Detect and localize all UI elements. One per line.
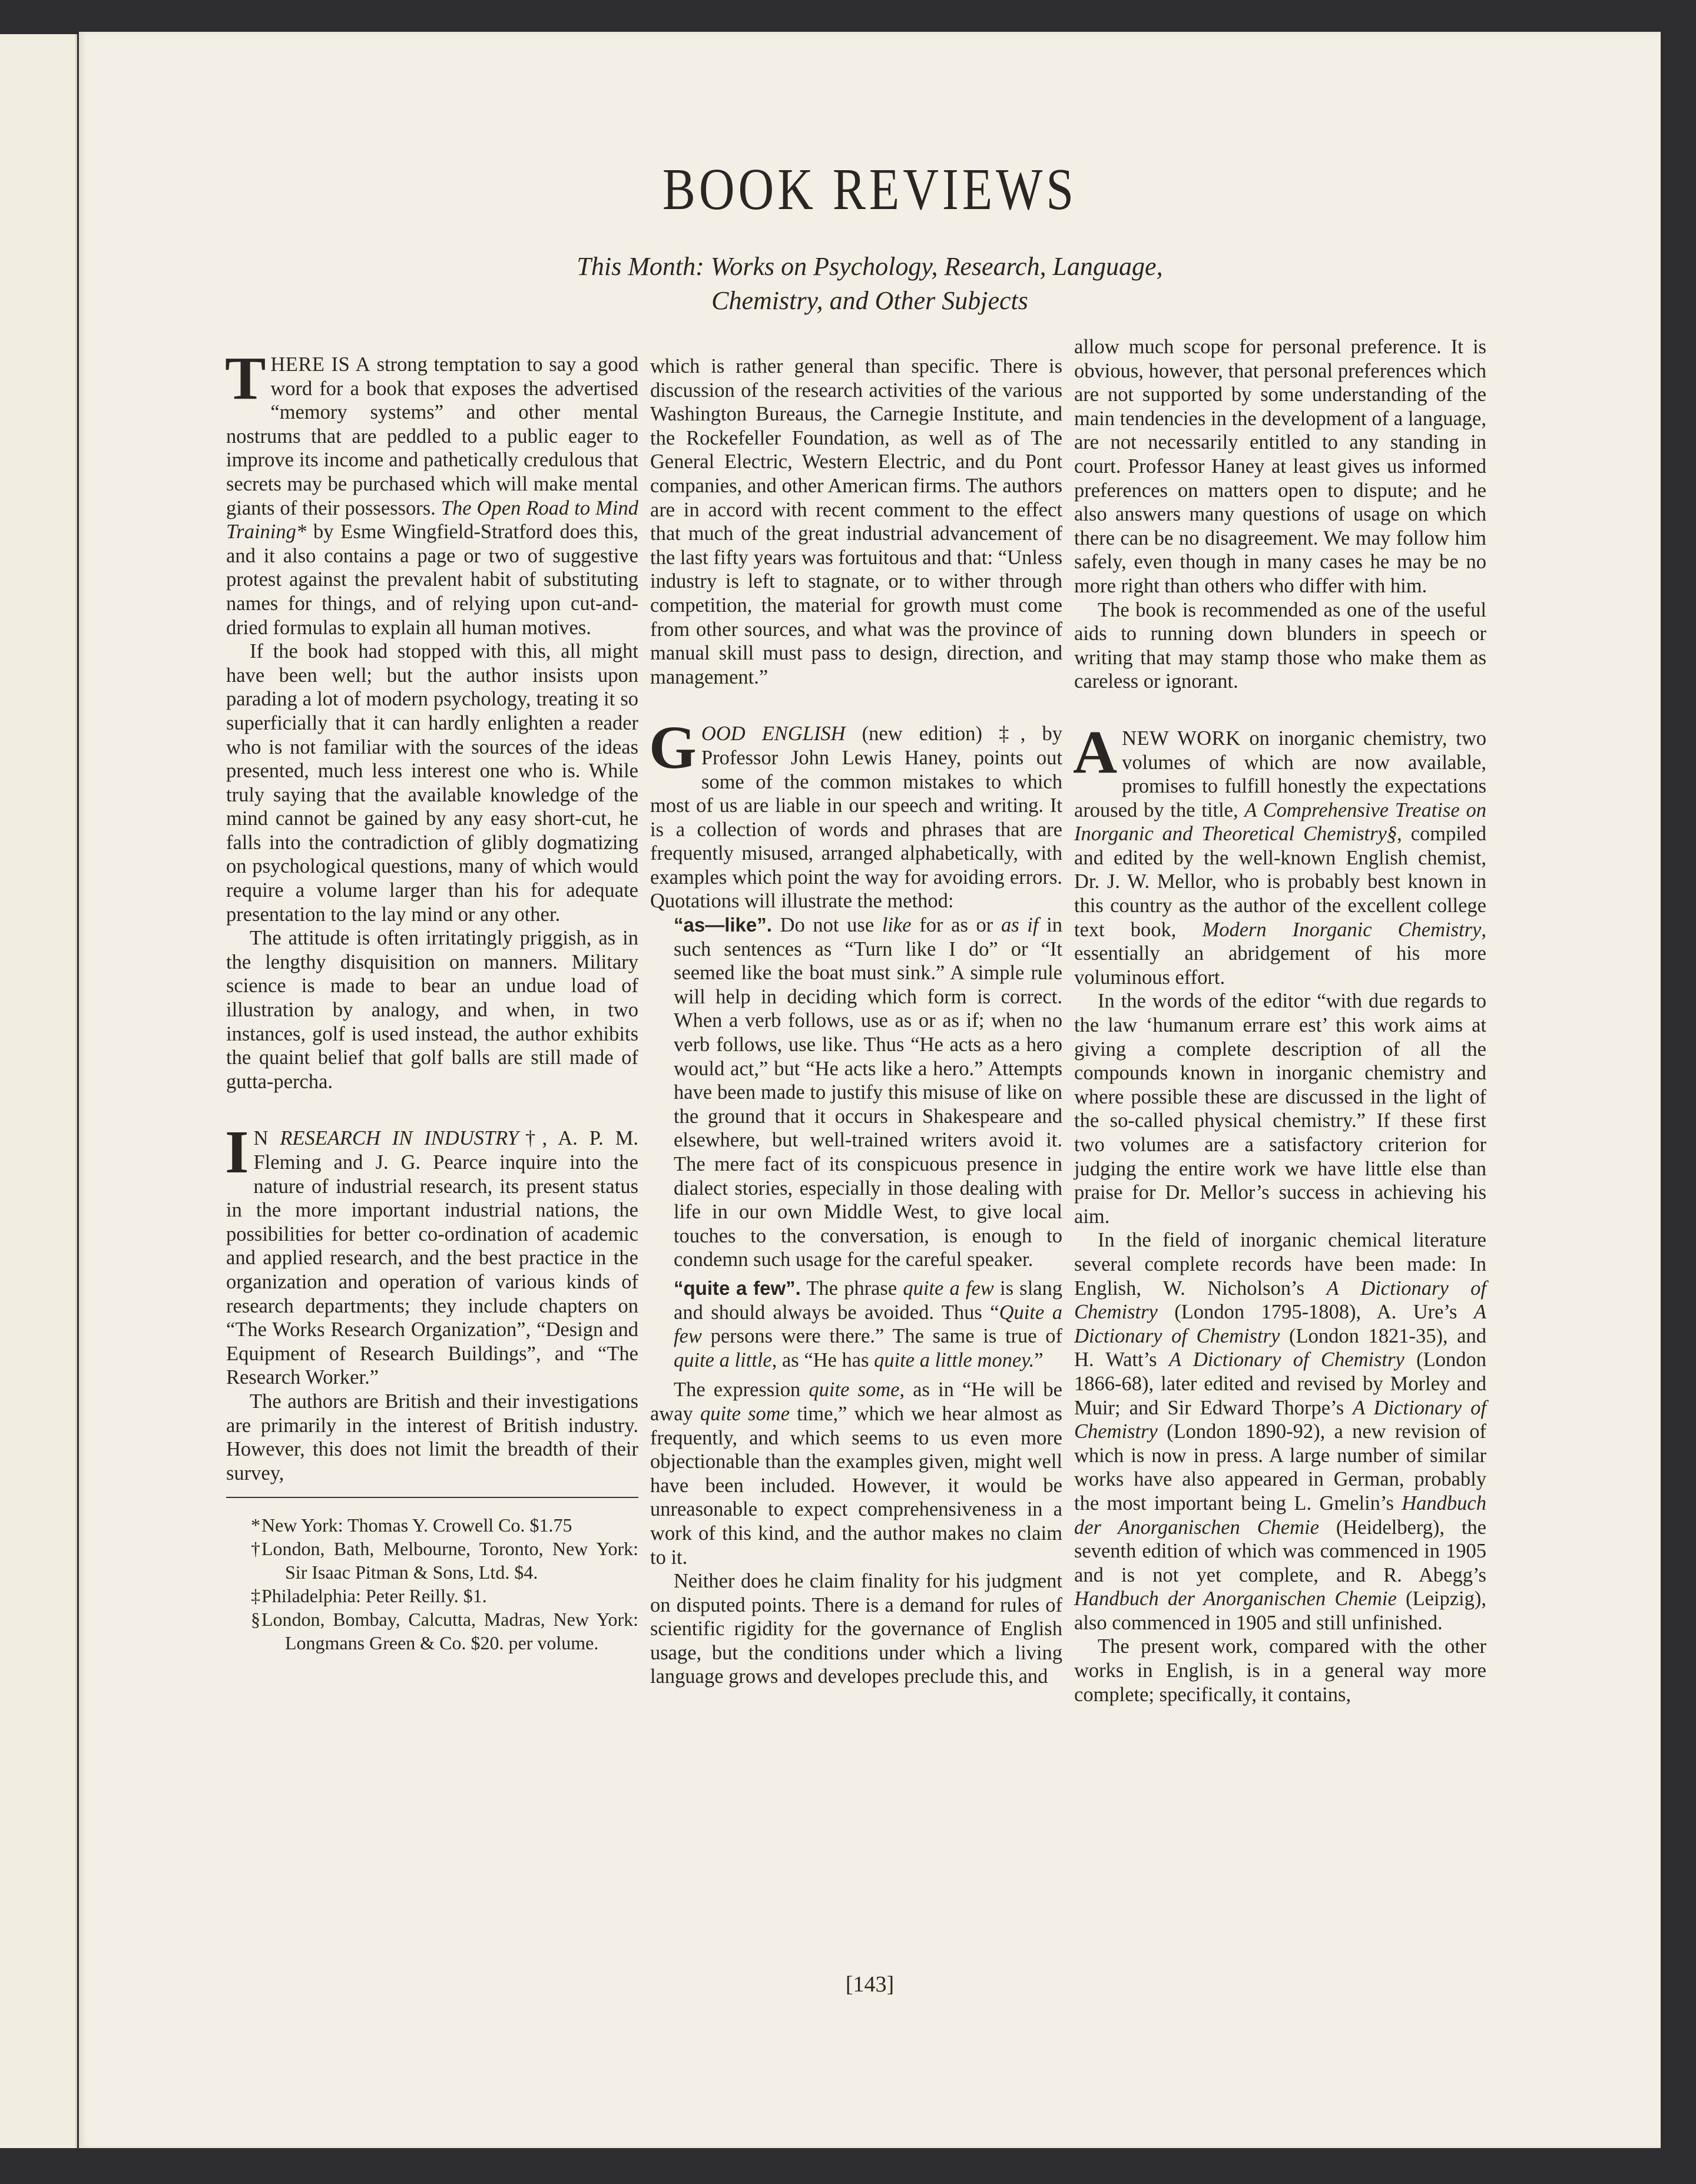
magazine-page [79, 32, 1661, 2148]
review-inorganic-chemistry [1073, 718, 1487, 1706]
usage-example: “as—like”. Do not use like for as or as if in such sentences as “Turn like I do” or “It seemed like the boat must sink.” A simple rule will help in deciding which form is correct. When a verb follows, use as or as if; when no verb follows, use like. Thus “He acts as a hero would act,” but “He acts like a hero.” Attempts have been made to justify this misuse of like on the ground that it occurs in Shakespeare and elsewhere, but well-trained writers avoid it. The mere fact of its conspicuous presence in dialect stories, especially in those dealing with life in our own Middle West, to give local touches to the conversation, is enough to condemn such usage for the careful speaker. [674, 914, 1062, 1271]
footnotes [226, 1513, 638, 1655]
review-paragraph: The present work, compared with the other works in English, is in a general way more complete; specifically, it contains, [1074, 1635, 1486, 1706]
column-right [1074, 335, 1486, 1706]
review-paragraph: ANEW WORK on inorganic chemistry, two volumes of which are now available, promises to fulfill honestly the expectations aroused by the title, A Comprehensive Treatise on Inorganic and Theoretical Chemistry§, compiled and edited by the well-known English chemist, Dr. J. W. Mellor, who is probably best known in this country as the author of the excellent college text book, Modern Inorganic Chemistry, essentially an abridgement of his more voluminous effort. [1073, 718, 1487, 989]
facing-page-edge [0, 34, 77, 2148]
drop-cap: A [1073, 718, 1118, 786]
drop-cap: G [649, 714, 697, 782]
review-open-road [225, 344, 638, 1093]
book-title: The Open Road to Mind Training* [226, 496, 638, 543]
book-title: OOD ENGLISH [701, 723, 846, 745]
footnote: ‡ Philadelphia: Peter Reilly. $1. [251, 1585, 487, 1607]
page-title: BOOK REVIEWS [662, 157, 1078, 223]
page-subtitle [79, 250, 1661, 318]
book-title: A Comprehensive Treatise on Inorganic and Theoretical Chemistry§ [1074, 798, 1487, 846]
book-title: Modern Inorganic Chemistry [1202, 918, 1482, 941]
review-paragraph: The book is recommended as one of the useful aids to running down blunders in speech or writing that may stamp those who make them as careless or ignorant. [1074, 598, 1486, 693]
subtitle-line-1: This Month: Works on Psychology, Research, Language, [577, 252, 1163, 281]
review-paragraph: In the words of the editor “with due regards to the law ‘humanum errare est’ this work aims at giving a complete description of all the compounds known in inorganic chemistry and where possible these are discussed in the light of the so-called physical chemistry.” If these first two volumes are a satisfactory criterion for judging the entire work we have little else than praise for Dr. Mellor’s success in achieving his aim. [1074, 990, 1486, 1228]
column-left [225, 344, 639, 1655]
footnote: † London, Bath, Melbourne, Toronto, New York: Sir Isaac Pitman & Sons, Ltd. $4. [251, 1538, 638, 1583]
review-paragraph: allow much scope for personal preference. It is obvious, however, that personal preferences which are not supported by some understanding of the main tendencies in the development of a language, are not necessarily entitled to any standing in court. Professor Haney at least gives us informed preferences on matters open to dispute; and he also answers many questions of usage on which there can be no disagreement. We may follow him safely, even though in many cases he may be no more right than others who differ with him. [1074, 336, 1486, 597]
review-good-english [649, 714, 1062, 1689]
lead-in: HERE IS A [270, 353, 370, 376]
footnote-divider [226, 1497, 638, 1498]
review-paragraph: Neither does he claim finality for his judgment on disputed points. There is a demand for rules of scientific rigidity for the governance of English usage, but the conditions under which a living language grows and developes preclude this, and [650, 1570, 1062, 1688]
footnote: * New York: Thomas Y. Crowell Co. $1.75 [251, 1514, 572, 1536]
subtitle-line-2: Chemistry, and Other Subjects [711, 286, 1028, 315]
review-paragraph: The attitude is often irritatingly priggish, as in the lengthy disquisition on manners. Military science is made to bear an undue load of illustration by analogy, and when, in two instances, golf is used instead, the author exhibits the quaint belief that golf balls are still made of gutta-percha. [226, 927, 638, 1093]
usage-examples [650, 913, 1062, 1372]
column-middle [650, 354, 1062, 1689]
footnote-mark: † [518, 1127, 542, 1150]
usage-term: “quite a few”. [674, 1277, 801, 1299]
usage-term: “as—like”. [674, 914, 772, 936]
book-title: RESEARCH IN INDUSTRY [280, 1127, 519, 1150]
review-paragraph: GOOD ENGLISH (new edition) ‡, by Professor John Lewis Haney, points out some of the common mistakes to which most of us are liable in our speech and writing. It is a collection of words and phrases that are frequently misused, arranged alphabetically, with examples which point the way for avoiding errors. Quotations will illustrate the method: [649, 714, 1062, 913]
review-paragraph: If the book had stopped with this, all might have been well; but the author insists upon parading a lot of modern psychology, treating it so superficially that it can hardly enlighten a reader who is not familiar with the sources of the ideas presented, much less interest one who is. While truly saying that the available knowledge of the mind cannot be gained by any easy short-cut, he falls into the contradiction of glibly dogmatizing on psychological questions, many of which would require a volume larger than his for adequate presentation to the lay mind or any other. [226, 640, 638, 926]
review-paragraph: The expression quite some, as in “He will be away quite some time,” which we hear almost as frequently, and which seems to us even more objectionable than the examples given, might well have been included. However, it would be unreasonable to expect comprehensiveness in a work of this kind, and the author makes no claim to it. [650, 1378, 1062, 1569]
review-paragraph: THERE IS A strong temptation to say a good word for a book that exposes the advertised “memory systems” and other mental nostrums that are peddled to a public eager to improve its income and pathetically credulous that secrets may be purchased which will make mental giants of their possessors. The Open Road to Mind Training* by Esme Wingfield-Stratford does this, and it also contains a page or two of suggestive protest against the prevalent habit of substituting names for things, and of relying upon cut-and-dried formulas to explain all human motives. [225, 344, 638, 639]
page-number: [143] [845, 1972, 895, 1997]
review-paragraph: The authors are British and their investigations are primarily in the interest of British industry. However, this does not limit the breadth of their survey, [226, 1390, 638, 1484]
review-research-industry [225, 1118, 639, 1485]
footnote: § London, Bombay, Calcutta, Madras, New York: Longmans Green & Co. $20. per volume. [251, 1609, 638, 1654]
review-paragraph: which is rather general than specific. There is discussion of the research activities of the various Washington Bureaus, the Carnegie Institute, and the Rockefeller Foundation, as well as of The General Electric, Western Electric, and du Pont companies, and other American firms. The authors are in accord with recent comment to the effect that much of the great industrial advancement of the last fifty years was fortuitous and that: “Unless industry is left to stagnate, or to wither through competition, the material for growth must come from other sources, and what was the province of manual skill must pass to design, direction, and management.” [650, 355, 1062, 688]
usage-example: “quite a few”. The phrase quite a few is slang and should always be avoided. Thus “Quite a few persons were there.” The same is true of quite a little, as “He has quite a little money.” [674, 1277, 1062, 1371]
drop-cap: I [225, 1118, 249, 1187]
lead-in: NEW WORK [1122, 727, 1241, 750]
review-paragraph: In the field of inorganic chemical literature several complete records have been made: In English, W. Nicholson’s A Dictionary of Chemistry (London 1795-1808), A. Ure’s A Dictionary of Chemistry (London 1821-35), and H. Watt’s A Dictionary of Chemistry (London 1866-68), later edited and revised by Morley and Muir; and Sir Edward Thorpe’s A Dictionary of Chemistry (London 1890-92), a new revision of which is now in press. A large number of similar works have also appeared in German, probably the most important being L. Gmelin’s Handbuch der Anorganischen Chemie (Heidelberg), the seventh edition of which was commenced in 1905 and is not yet complete, and R. Abegg’s Handbuch der Anorganischen Chemie (Leipzig), also commenced in 1905 and still unfinished. [1074, 1229, 1486, 1634]
review-paragraph: I N RESEARCH IN INDUSTRY†, A. P. M. Fleming and J. G. Pearce inquire into the nature of industrial research, its present status in the more important industrial nations, the possibilities for better co-ordination of academic and applied research, and the best practice in the organization and operation of various kinds of research departments; they include chapters on “The Works Research Organization”, “Design and Equipment of Research Buildings”, and “The Research Worker.” [225, 1118, 639, 1389]
drop-cap: T [225, 344, 266, 412]
